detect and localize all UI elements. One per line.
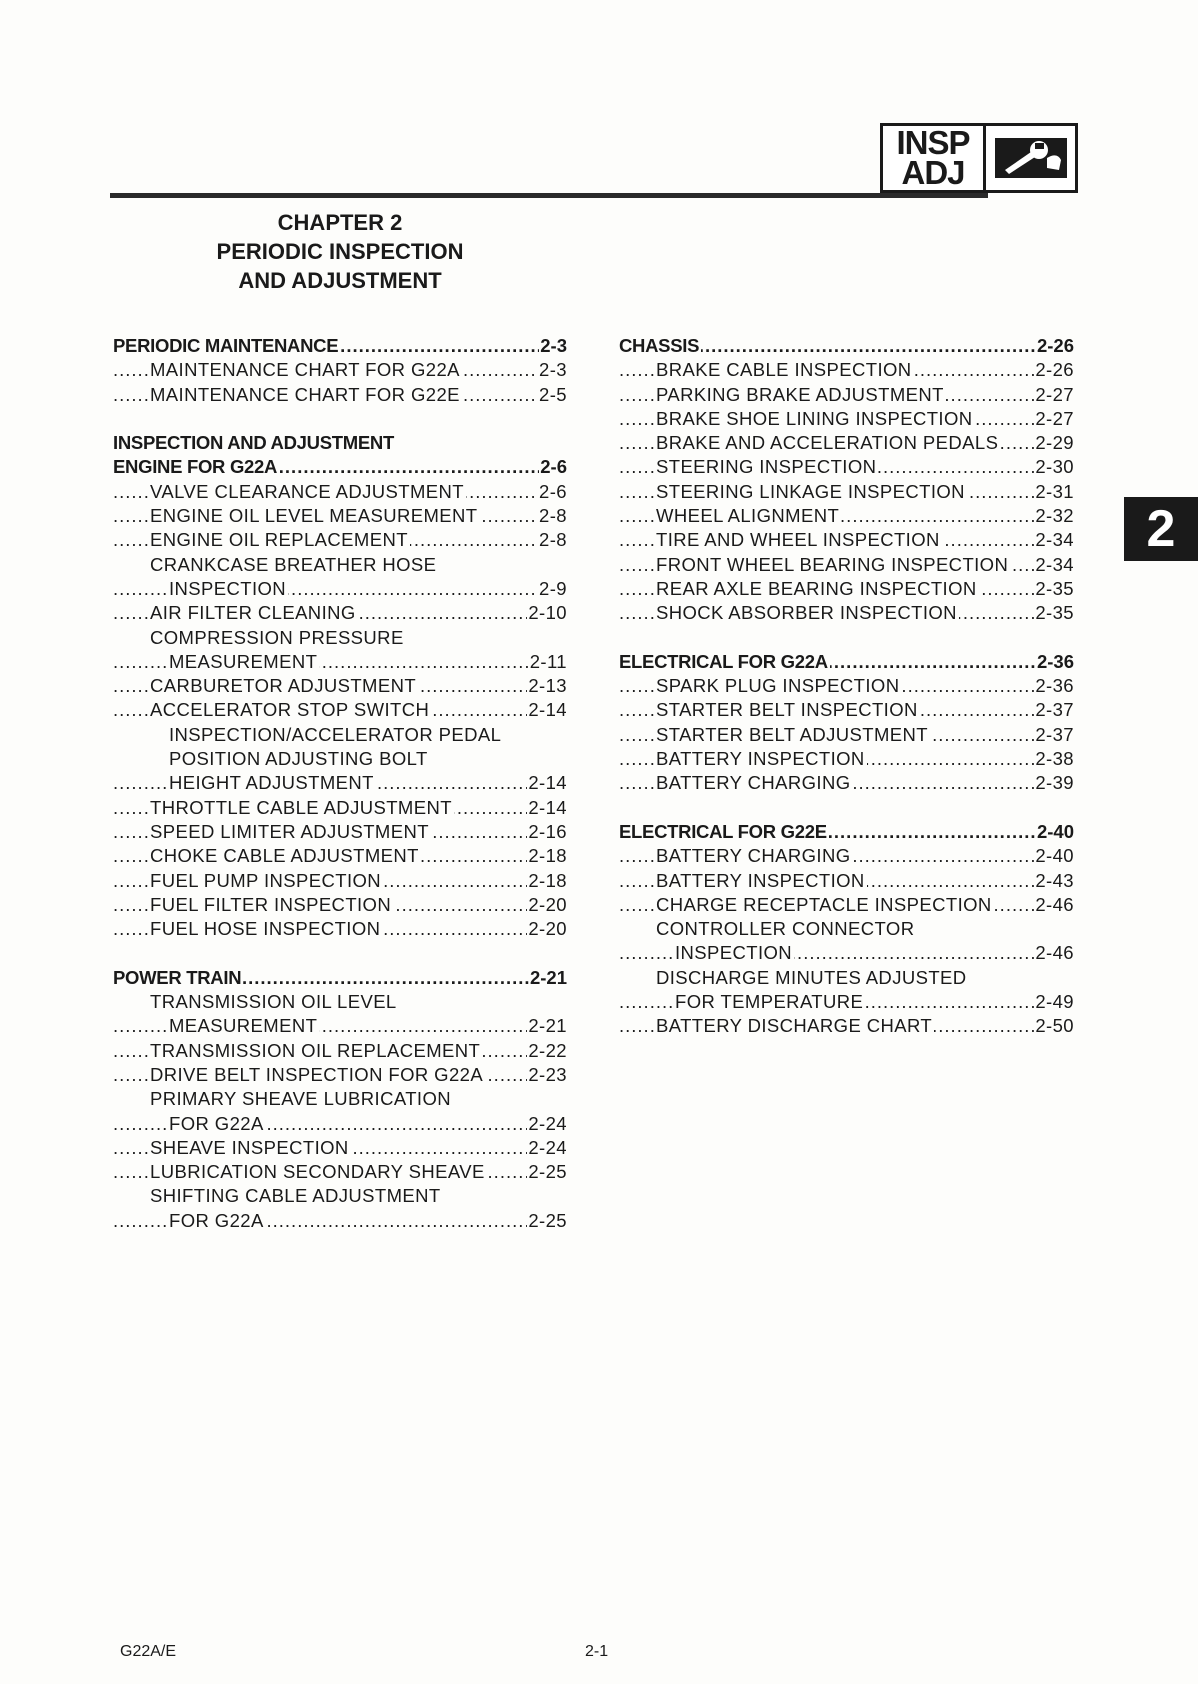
toc-entry-title: STARTER BELT ADJUSTMENT <box>656 723 929 745</box>
toc-entry <box>113 747 567 771</box>
toc-entry-title: PERIODIC MAINTENANCE <box>113 335 339 356</box>
toc-entry <box>113 893 567 917</box>
toc-entry-title: BRAKE AND ACCELERATION PEDALS <box>656 432 999 454</box>
toc-entry-page: 2-43 <box>1034 869 1074 893</box>
toc-entry-page: 2-40 <box>1034 844 1074 868</box>
toc-entry-page: 2-9 <box>538 577 567 601</box>
toc-entry <box>619 674 1074 698</box>
toc-entry-title: MEASUREMENT <box>169 1015 318 1037</box>
toc-entry-page: 2-29 <box>1034 431 1074 455</box>
toc-entry <box>619 553 1074 577</box>
toc-entry-page: 2-3 <box>538 358 567 382</box>
toc-entry-title: SPEED LIMITER ADJUSTMENT <box>150 820 429 842</box>
toc-entry-title: CHARGE RECEPTACLE INSPECTION <box>656 893 992 915</box>
footer-page-number: 2-1 <box>585 1643 609 1660</box>
toc-entry <box>113 1014 567 1038</box>
toc-entry-title: INSPECTION AND ADJUSTMENT <box>113 432 394 454</box>
toc-entry-page: 2-14 <box>527 698 567 722</box>
toc-entry <box>619 1014 1074 1038</box>
toc-entry <box>113 674 567 698</box>
toc-entry <box>113 1136 567 1160</box>
toc-entry <box>113 698 567 722</box>
toc-entry-title: BATTERY CHARGING <box>656 772 851 794</box>
toc-entry <box>619 480 1074 504</box>
toc-entry <box>619 431 1074 455</box>
toc-entry-title: BRAKE SHOE LINING INSPECTION <box>656 407 973 429</box>
toc-entry-title: FUEL FILTER INSPECTION <box>150 893 392 915</box>
toc-entry-page: 2-37 <box>1034 698 1074 722</box>
toc-entry-title: LUBRICATION SECONDARY SHEAVE <box>150 1161 485 1183</box>
toc-entry-title: POSITION ADJUSTING BOLT <box>169 748 428 770</box>
toc-entry-title: BATTERY INSPECTION <box>656 869 865 891</box>
toc-entry-page: 2-50 <box>1034 1014 1074 1038</box>
toc-entry <box>619 601 1074 625</box>
toc-entry <box>619 747 1074 771</box>
toc-entry <box>113 577 567 601</box>
toc-entry-title: TIRE AND WHEEL INSPECTION <box>656 529 940 551</box>
toc-entry <box>619 504 1074 528</box>
toc-entry-page: 2-18 <box>527 844 567 868</box>
toc-entry-title: TRANSMISSION OIL REPLACEMENT <box>150 1039 481 1061</box>
toc-entry <box>113 383 567 407</box>
toc-entry <box>619 990 1074 1014</box>
toc-entry <box>619 455 1074 479</box>
toc-entry <box>113 1063 567 1087</box>
toc-entry <box>619 893 1074 917</box>
toc-entry-title: ENGINE OIL REPLACEMENT <box>150 529 408 551</box>
toc-section-heading <box>113 455 567 479</box>
toc-entry-title: HEIGHT ADJUSTMENT <box>169 772 374 794</box>
toc-entry-title: FOR TEMPERATURE <box>675 991 864 1013</box>
toc-entry-title: CRANKCASE BREATHER HOSE <box>150 553 437 575</box>
toc-entry <box>113 796 567 820</box>
toc-entry-title: DISCHARGE MINUTES ADJUSTED <box>656 966 967 988</box>
toc-entry <box>113 1209 567 1233</box>
toc-entry <box>619 407 1074 431</box>
toc-entry-page: 2-20 <box>527 893 567 917</box>
toc-entry-title: FUEL PUMP INSPECTION <box>150 869 382 891</box>
toc-entry-page: 2-13 <box>527 674 567 698</box>
toc-entry-title: INSPECTION/ACCELERATOR PEDAL <box>169 723 502 745</box>
toc-entry-page: 2-35 <box>1034 601 1074 625</box>
toc-entry-title: COMPRESSION PRESSURE <box>150 626 404 648</box>
toc-entry-title: SHEAVE INSPECTION <box>150 1136 349 1158</box>
toc-entry-page: 2-40 <box>1036 820 1074 844</box>
toc-entry-page: 2-37 <box>1034 723 1074 747</box>
toc-entry-title: FOR G22A <box>169 1112 264 1134</box>
toc-entry-title: PARKING BRAKE ADJUSTMENT <box>656 383 944 405</box>
toc-entry-title: FOR G22A <box>169 1209 264 1231</box>
toc-left-column <box>113 334 567 1233</box>
chapter-badge: 2 <box>1124 497 1198 561</box>
toc-entry <box>619 771 1074 795</box>
toc-entry-page: 2-27 <box>1034 383 1074 407</box>
toc-entry-page: 2-39 <box>1034 771 1074 795</box>
toc-entry-title: INSPECTION <box>169 577 287 599</box>
toc-entry-title: ACCELERATOR STOP SWITCH <box>150 699 430 721</box>
toc-entry-page: 2-36 <box>1034 674 1074 698</box>
toc-entry-title: STARTER BELT INSPECTION <box>656 699 918 721</box>
chapter-title <box>190 208 490 295</box>
toc-entry-page: 2-26 <box>1034 358 1074 382</box>
toc-entry-title: TRANSMISSION OIL LEVEL <box>150 991 397 1013</box>
chapter-title-line2: AND ADJUSTMENT <box>238 268 442 293</box>
toc-entry <box>113 1039 567 1063</box>
toc-entry-page: 2-6 <box>539 455 567 479</box>
toc-entry <box>113 1112 567 1136</box>
toc-entry-title: REAR AXLE BEARING INSPECTION <box>656 577 977 599</box>
toc-entry <box>619 869 1074 893</box>
chapter-number: CHAPTER 2 <box>277 210 403 235</box>
toc-entry-page: 2-14 <box>527 771 567 795</box>
toc-entry <box>619 723 1074 747</box>
section-tab <box>880 123 1078 193</box>
toc-entry <box>113 1184 567 1208</box>
toc-entry-title: FRONT WHEEL BEARING INSPECTION <box>656 553 1009 575</box>
toc-entry-title: SPARK PLUG INSPECTION <box>656 675 900 697</box>
toc-entry-title: BATTERY CHARGING <box>656 845 851 867</box>
toc-entry-title: MEASUREMENT <box>169 650 318 672</box>
toc-entry-page: 2-11 <box>529 650 567 674</box>
toc-entry <box>619 698 1074 722</box>
toc-entry <box>619 528 1074 552</box>
toc-entry-page: 2-34 <box>1034 528 1074 552</box>
toc-entry-title: DRIVE BELT INSPECTION FOR G22A <box>150 1063 484 1085</box>
toc-right-column <box>619 334 1074 1039</box>
toc-entry-title: FUEL HOSE INSPECTION <box>150 918 381 940</box>
section-tab-label <box>883 126 986 190</box>
toc-entry-title: CARBURETOR ADJUSTMENT <box>150 675 417 697</box>
toc-entry-page: 2-32 <box>1034 504 1074 528</box>
toc-entry <box>113 1160 567 1184</box>
toc-entry-title: INSPECTION <box>675 942 793 964</box>
toc-entry-page: 2-46 <box>1034 893 1074 917</box>
toc-entry-page: 2-38 <box>1034 747 1074 771</box>
toc-entry <box>113 528 567 552</box>
toc-entry-page: 2-26 <box>1036 334 1074 358</box>
toc-entry-title: BATTERY DISCHARGE CHART <box>656 1015 933 1037</box>
toc-entry-page: 2-23 <box>527 1063 567 1087</box>
toc-entry <box>619 358 1074 382</box>
toc-entry-page: 2-21 <box>527 1014 567 1038</box>
toc-entry <box>113 990 567 1014</box>
toc-entry-title: ELECTRICAL FOR G22E <box>619 820 827 842</box>
toc-entry-title: MAINTENANCE CHART FOR G22E <box>150 383 460 405</box>
toc-entry-page: 2-25 <box>527 1160 567 1184</box>
toc-section-heading <box>619 650 1074 674</box>
header-rule <box>110 193 988 198</box>
toc-section-heading <box>113 431 567 455</box>
toc-entry-title: ENGINE OIL LEVEL MEASUREMENT <box>150 505 478 527</box>
toc-entry-page: 2-24 <box>527 1136 567 1160</box>
toc-entry-page: 2-30 <box>1034 455 1074 479</box>
toc-section-heading <box>619 820 1074 844</box>
toc-entry-page: 2-46 <box>1034 941 1074 965</box>
toc-entry-title: AIR FILTER CLEANING <box>150 602 356 624</box>
toc-entry <box>113 650 567 674</box>
chapter-title-line1: PERIODIC INSPECTION <box>216 239 464 264</box>
toc-entry <box>113 601 567 625</box>
toc-entry-page: 2-10 <box>527 601 567 625</box>
toc-entry-page: 2-22 <box>527 1039 567 1063</box>
toc-entry-title: VALVE CLEARANCE ADJUSTMENT <box>150 480 465 502</box>
toc-entry-title: STEERING LINKAGE INSPECTION <box>656 480 965 502</box>
toc-entry-page: 2-8 <box>538 504 567 528</box>
toc-entry-title: CONTROLLER CONNECTOR <box>656 918 915 940</box>
toc-entry-page: 2-34 <box>1034 553 1074 577</box>
toc-section-heading <box>113 334 567 358</box>
toc-entry <box>113 844 567 868</box>
toc-entry-page: 2-31 <box>1034 480 1074 504</box>
toc-entry-title: MAINTENANCE CHART FOR G22A <box>150 359 460 381</box>
toc-entry-page: 2-18 <box>527 869 567 893</box>
toc-entry <box>113 358 567 382</box>
toc-entry <box>619 966 1074 990</box>
toc-entry-title: SHOCK ABSORBER INSPECTION <box>656 602 957 624</box>
toc-entry-title: ELECTRICAL FOR G22A <box>619 650 828 672</box>
toc-entry-page: 2-14 <box>527 796 567 820</box>
wrench-hand-icon <box>986 126 1075 190</box>
toc-entry-page: 2-36 <box>1036 650 1074 674</box>
toc-entry-title: POWER TRAIN <box>113 966 242 988</box>
toc-entry <box>619 383 1074 407</box>
tab-line-insp: INSP <box>896 124 970 161</box>
toc-entry-title: BATTERY INSPECTION <box>656 748 865 770</box>
toc-entry <box>113 553 567 577</box>
toc-entry <box>113 723 567 747</box>
toc-entry-title: SHIFTING CABLE ADJUSTMENT <box>150 1185 441 1207</box>
toc-entry-title: STEERING INSPECTION <box>656 456 877 478</box>
toc-entry-title: PRIMARY SHEAVE LUBRICATION <box>150 1088 451 1110</box>
toc-entry <box>113 869 567 893</box>
toc-entry-page: 2-16 <box>527 820 567 844</box>
toc-section-heading <box>619 334 1074 358</box>
toc-entry-title: CHASSIS <box>619 335 700 356</box>
toc-entry <box>113 820 567 844</box>
toc-entry-page: 2-5 <box>538 383 567 407</box>
toc-entry <box>113 1087 567 1111</box>
toc-entry-title: CHOKE CABLE ADJUSTMENT <box>150 845 419 867</box>
toc-entry-page: 2-49 <box>1034 990 1074 1014</box>
toc-entry-page: 2-3 <box>539 334 567 358</box>
tab-line-adj: ADJ <box>901 154 965 191</box>
toc-entry-page: 2-27 <box>1034 407 1074 431</box>
toc-entry <box>113 771 567 795</box>
toc-entry-page: 2-35 <box>1034 577 1074 601</box>
toc-entry-title: BRAKE CABLE INSPECTION <box>656 359 912 381</box>
toc-entry <box>113 917 567 941</box>
toc-entry-page: 2-25 <box>527 1209 567 1233</box>
toc-entry-title: THROTTLE CABLE ADJUSTMENT <box>150 796 452 818</box>
footer-model: G22A/E <box>120 1643 177 1660</box>
toc-entry-page: 2-6 <box>538 480 567 504</box>
toc-entry-page: 2-8 <box>538 528 567 552</box>
toc-entry <box>619 941 1074 965</box>
toc-entry <box>113 626 567 650</box>
toc-entry <box>113 480 567 504</box>
toc-entry <box>113 504 567 528</box>
toc-entry <box>619 917 1074 941</box>
toc-entry <box>619 577 1074 601</box>
toc-entry-page: 2-24 <box>527 1112 567 1136</box>
toc-entry-page: 2-20 <box>527 917 567 941</box>
toc-entry <box>619 844 1074 868</box>
toc-entry-title: ENGINE FOR G22A <box>113 456 278 478</box>
toc-entry-title: WHEEL ALIGNMENT <box>656 505 840 527</box>
toc-entry-page: 2-21 <box>529 966 567 990</box>
toc-section-heading <box>113 966 567 990</box>
